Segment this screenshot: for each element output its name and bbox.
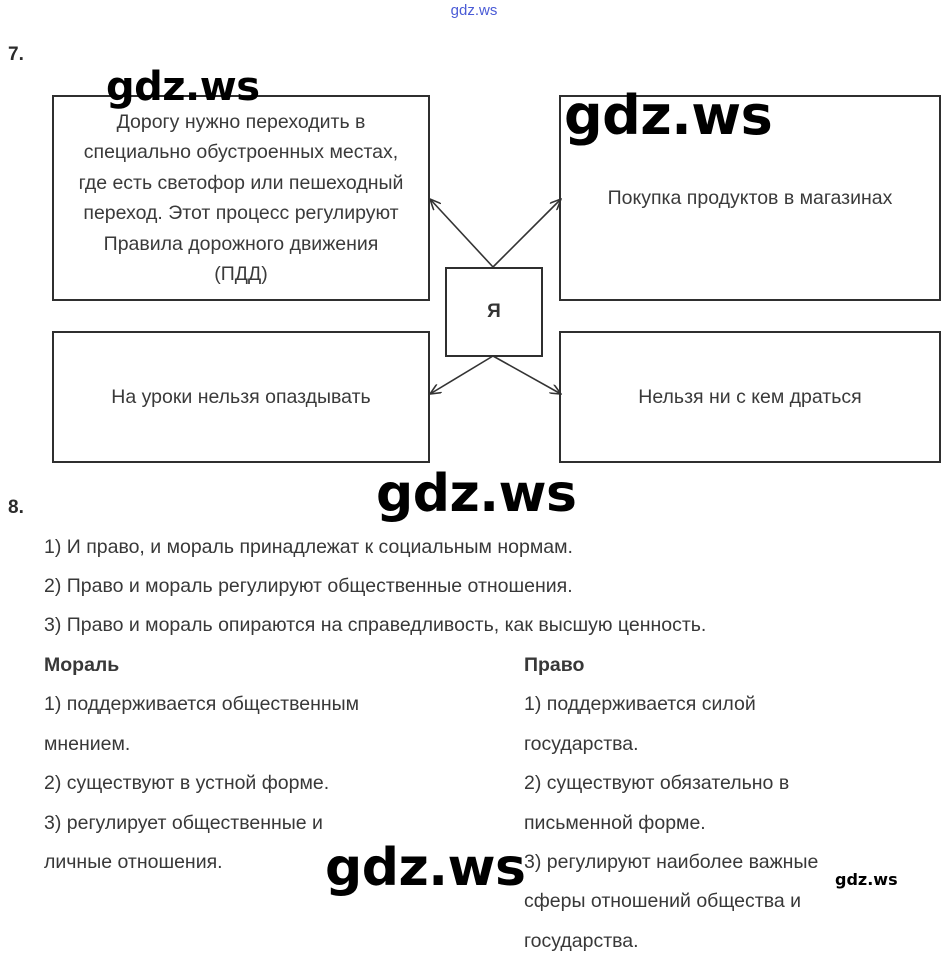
watermark-logo: gdz.ws [564, 84, 773, 147]
box-top-left-text: Дорогу нужно переходить в специально обустроенных местах, где есть светофор или пешеходный переход. Этот процесс регулируют Правила дорожного движения (ПДД) [78, 110, 404, 285]
center-box [445, 267, 543, 357]
watermark-logo: gdz.ws [376, 464, 577, 524]
box-bottom-right-text: Нельзя ни с кем драться [638, 385, 862, 408]
similarity-1: 1) И право, и мораль принадлежат к социальным нормам. [44, 536, 573, 558]
box-bottom-left [52, 331, 430, 463]
center-label: Я [487, 300, 501, 322]
moral-line: 3) регулирует общественные и [44, 812, 323, 834]
box-bottom-left-text: На уроки нельзя опаздывать [111, 385, 371, 408]
watermark-logo: gdz.ws [325, 838, 526, 898]
watermark-logo: gdz.ws [106, 64, 260, 110]
watermark-small: gdz.ws [835, 870, 898, 889]
box-top-right-text: Покупка продуктов в магазинах [607, 186, 893, 209]
law-line: государства. [524, 930, 639, 952]
law-line: 1) поддерживается силой [524, 693, 756, 715]
law-line: 3) регулируют наиболее важные [524, 851, 819, 873]
arrow-to-bottom-right [493, 356, 561, 394]
moral-line: 2) существуют в устной форме. [44, 772, 330, 794]
arrow-to-top-right [493, 199, 561, 267]
law-line: государства. [524, 733, 639, 755]
arrow-to-top-left [430, 199, 493, 267]
law-line: 2) существуют обязательно в [524, 772, 790, 794]
question-8-number: 8. [8, 497, 24, 518]
law-line: письменной форме. [524, 812, 706, 834]
similarity-3: 3) Право и мораль опираются на справедливость, как высшую ценность. [44, 614, 707, 636]
watermark-top: gdz.ws [450, 2, 498, 19]
box-top-left [52, 95, 430, 301]
moral-line: личные отношения. [44, 851, 223, 873]
arrow-to-bottom-left [430, 356, 493, 394]
moral-heading: Мораль [44, 654, 120, 676]
law-line: сферы отношений общества и [524, 890, 801, 912]
question-7-number: 7. [8, 44, 24, 65]
moral-line: мнением. [44, 733, 131, 755]
moral-line: 1) поддерживается общественным [44, 693, 360, 715]
similarity-2: 2) Право и мораль регулируют общественные отношения. [44, 575, 573, 597]
law-heading: Право [524, 654, 585, 676]
box-bottom-right [559, 331, 941, 463]
